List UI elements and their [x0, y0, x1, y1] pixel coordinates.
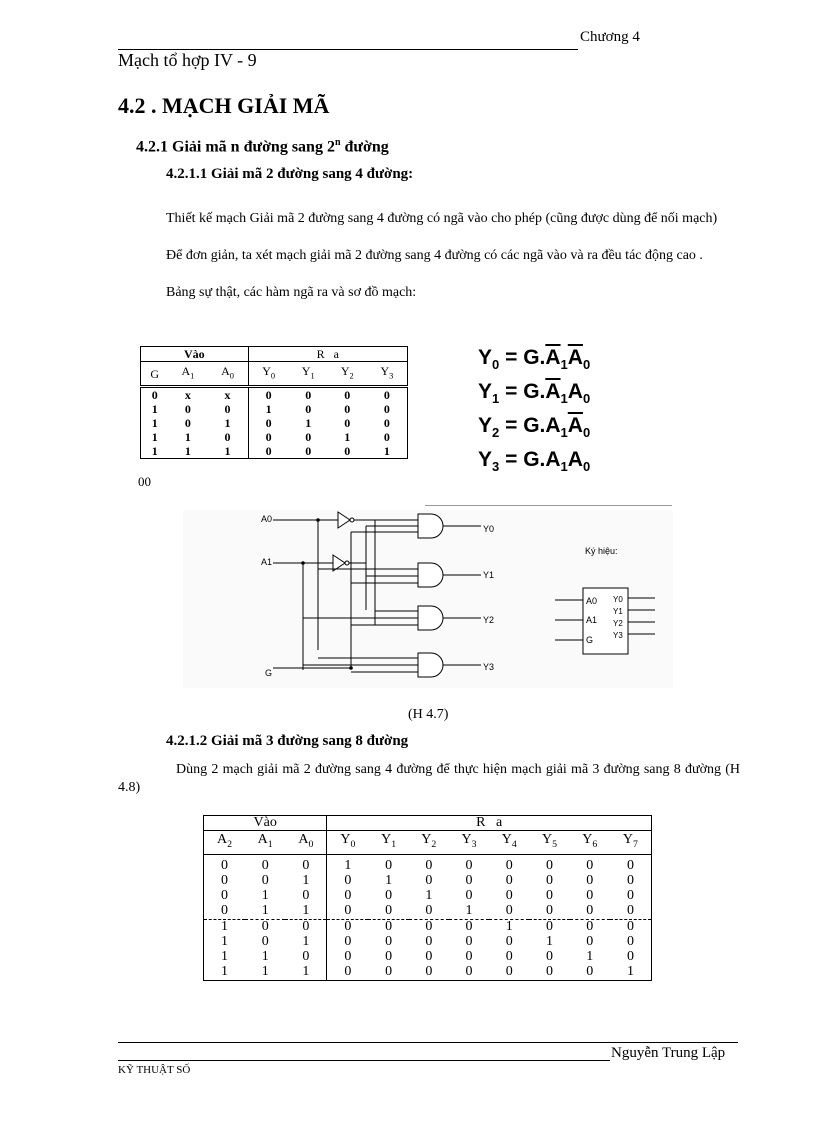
- table-cell: 1: [141, 444, 169, 459]
- column-header: $Y_1$: [368, 831, 408, 855]
- truth-table-3to8: [203, 815, 652, 981]
- symbol-out-y2: Y2: [613, 619, 623, 628]
- paragraph-3-to-8: [118, 761, 740, 797]
- output-y3-label: Y3: [483, 662, 495, 672]
- table-cell: 1: [261, 903, 269, 919]
- table-row: [141, 387, 408, 403]
- table-cell: 0: [285, 854, 327, 874]
- table1-below-label: 00: [138, 474, 151, 489]
- table-cell: 0: [465, 949, 473, 965]
- table-cell: 0: [570, 965, 610, 981]
- table-cell: 0: [285, 889, 327, 904]
- input-a1-label: A1: [261, 557, 273, 567]
- table-cell: 1: [586, 949, 594, 965]
- table-cell: 0: [305, 402, 312, 417]
- table-cell: 1: [285, 874, 327, 889]
- table-cell: 0: [367, 402, 408, 416]
- table-cell: 0: [505, 873, 513, 889]
- column-header: $Y_5$: [529, 831, 569, 855]
- table-cell: 1: [285, 965, 327, 981]
- equation-y1: $Y_1 = G.\overline{A}_1A_0$: [478, 380, 591, 407]
- table-cell: 0: [184, 402, 191, 417]
- table-cell: 0: [367, 430, 408, 444]
- table-cell: 0: [368, 919, 408, 935]
- table-cell: 0: [610, 935, 652, 950]
- table-cell: 1: [245, 965, 285, 981]
- table-cell: 1: [168, 444, 207, 459]
- heading-main: 4.2 . MẠCH GIẢI MÃ: [118, 93, 330, 118]
- table-cell: 0: [610, 874, 652, 889]
- table-cell: 1: [204, 965, 246, 981]
- table-cell: 0: [465, 888, 473, 904]
- table-cell: 0: [385, 858, 393, 874]
- column-header: $A_0$: [207, 362, 248, 387]
- table-cell: 0: [265, 388, 272, 403]
- table-cell: 0: [505, 858, 513, 874]
- symbol-in-a0: A0: [586, 596, 598, 606]
- table-cell: 0: [289, 444, 328, 459]
- table-cell: 0: [465, 858, 473, 874]
- chapter-label: Chương 4: [580, 29, 640, 45]
- table-cell: 1: [285, 935, 327, 950]
- footer-subject: KỸ THUẬT SỐ: [118, 1064, 191, 1076]
- table-cell: 1: [207, 416, 248, 430]
- table-cell: 0: [546, 903, 554, 919]
- footer-author: Nguyễn Trung Lập: [611, 1045, 726, 1061]
- header-rule: [118, 32, 578, 50]
- column-header: G: [141, 362, 169, 387]
- table-cell: 0: [586, 903, 594, 919]
- table-cell: 0: [204, 854, 246, 874]
- column-header: $A_1$: [168, 362, 207, 387]
- table-cell: 0: [344, 388, 351, 403]
- output-y1-label: Y1: [483, 570, 495, 580]
- table-cell: 1: [385, 873, 393, 889]
- table-cell: 0: [367, 416, 408, 430]
- separator-rule: [425, 505, 672, 506]
- column-header: $Y_6$: [570, 831, 610, 855]
- table-cell: 0: [586, 934, 594, 950]
- table-cell: 0: [305, 388, 312, 403]
- table-cell: 0: [610, 950, 652, 965]
- table-cell: 1: [204, 950, 246, 965]
- table-cell: 1: [344, 430, 351, 445]
- column-header: $Y_0$: [248, 362, 289, 387]
- column-header: $Y_0$: [327, 831, 369, 855]
- decoder-circuit: [183, 510, 673, 688]
- table-cell: 0: [207, 430, 248, 444]
- table-cell: 0: [425, 858, 433, 874]
- table-cell: 0: [586, 858, 594, 874]
- table-cell: 1: [261, 949, 269, 965]
- table-cell: 0: [586, 888, 594, 904]
- table-cell: 0: [327, 965, 369, 981]
- table-cell: 0: [344, 402, 351, 417]
- table-cell: 1: [546, 934, 554, 950]
- table-row: [141, 430, 408, 444]
- table-cell: 1: [141, 430, 169, 444]
- table-row: [141, 444, 408, 459]
- table-cell: 0: [367, 387, 408, 403]
- paragraph-2-text: Để đơn giản, ta xét mạch giải mã 2 đường sang 4 đường có các ngã vào và ra đều tác động cao .: [166, 248, 703, 263]
- symbol-title: Ký hiệu:: [585, 546, 618, 556]
- table-cell: 1: [344, 858, 352, 874]
- table-cell: x: [207, 387, 248, 403]
- table-cell: 0: [505, 934, 513, 950]
- equation-y0: $Y_0 = G.\overline{A}_1\overline{A}_0$: [478, 346, 591, 373]
- table-cell: 1: [610, 965, 652, 981]
- table-row: [204, 874, 652, 889]
- table-row: [204, 950, 652, 965]
- table-cell: 0: [141, 387, 169, 403]
- table-cell: 1: [305, 416, 312, 431]
- table-cell: 1: [265, 402, 272, 417]
- paragraph-3: Bảng sự thật, các hàm ngã ra và sơ đồ mạch:: [166, 285, 417, 300]
- equation-y2: $Y_2 = G.A_1\overline{A}_0$: [478, 414, 591, 441]
- table-cell: 0: [344, 934, 352, 950]
- group-header-out: R a: [327, 816, 652, 831]
- table-cell: 0: [610, 854, 652, 874]
- table-cell: 0: [248, 444, 289, 459]
- table-cell: 0: [344, 416, 351, 431]
- table-cell: 0: [409, 965, 449, 981]
- table-cell: 1: [204, 935, 246, 950]
- column-header: $Y_2$: [409, 831, 449, 855]
- table-cell: 0: [409, 919, 449, 935]
- truth-table-2to4: [140, 346, 408, 459]
- symbol-in-a1: A1: [586, 615, 598, 625]
- table-cell: 1: [204, 919, 246, 935]
- table-cell: 0: [570, 919, 610, 935]
- input-a0-label: A0: [261, 514, 273, 524]
- table-row: [141, 416, 408, 430]
- table-cell: 0: [425, 903, 433, 919]
- table-cell: 0: [184, 416, 191, 431]
- heading-421-2: 4.2.1.2 Giải mã 3 đường sang 8 đường: [166, 733, 409, 749]
- heading-sub-post: đường: [340, 138, 389, 156]
- table-cell: 1: [261, 888, 269, 904]
- table-cell: 0: [505, 888, 513, 904]
- column-header: $Y_3$: [449, 831, 489, 855]
- table-cell: 0: [207, 402, 248, 416]
- figure-caption: (H 4.7): [408, 707, 449, 722]
- column-header: $A_0$: [285, 831, 327, 855]
- table-row: [204, 965, 652, 981]
- table-cell: 0: [465, 873, 473, 889]
- table-cell: 0: [344, 903, 352, 919]
- table-cell: 0: [305, 430, 312, 445]
- table-cell: 1: [425, 888, 433, 904]
- table-cell: 0: [204, 874, 246, 889]
- symbol-out-y3: Y3: [613, 631, 623, 640]
- table-cell: 0: [344, 949, 352, 965]
- table-cell: 1: [207, 444, 248, 459]
- table-cell: 0: [529, 965, 569, 981]
- table-cell: 0: [328, 444, 367, 459]
- table-cell: 0: [505, 903, 513, 919]
- heading-421-1: 4.2.1.1 Giải mã 2 đường sang 4 đường:: [166, 166, 414, 182]
- column-header: $Y_1$: [289, 362, 328, 387]
- table-row: [204, 889, 652, 904]
- table-cell: 0: [546, 873, 554, 889]
- table-cell: 0: [385, 903, 393, 919]
- table-cell: 0: [425, 873, 433, 889]
- table-row: [204, 935, 652, 950]
- table-cell: 0: [546, 949, 554, 965]
- table-cell: 1: [184, 430, 191, 445]
- table-cell: 0: [261, 934, 269, 950]
- input-g-label: G: [265, 668, 273, 678]
- table-cell: 1: [465, 903, 473, 919]
- table-cell: 0: [586, 873, 594, 889]
- column-header: $Y_2$: [328, 362, 367, 387]
- output-y0-label: Y0: [483, 524, 495, 534]
- heading-sub-sup: n: [334, 137, 341, 148]
- table-cell: 0: [449, 919, 489, 935]
- column-header: $A_2$: [204, 831, 246, 855]
- table-cell: 0: [368, 965, 408, 981]
- paragraph-2: [118, 247, 740, 265]
- symbol-in-g: G: [586, 635, 594, 645]
- paragraph-1-text: Thiết kế mạch Giải mã 2 đường sang 4 đường có ngã vào cho phép (cũng được dùng để nối mạch): [166, 211, 718, 226]
- paragraph-3-to-8-text: Dùng 2 mạch giải mã 2 đường sang 4 đường để thực hiện mạch giải mã 3 đường sang 8 đường (H 4.8): [118, 762, 740, 795]
- table-cell: 0: [285, 919, 327, 935]
- table-cell: 0: [529, 919, 569, 935]
- table-cell: 0: [204, 889, 246, 904]
- group-header-in: Vào: [141, 347, 249, 362]
- table-cell: 0: [344, 873, 352, 889]
- table-cell: 1: [285, 904, 327, 920]
- table-cell: 0: [610, 889, 652, 904]
- heading-sub: [136, 137, 389, 156]
- heading-sub-pre: 4.2.1 Giải mã n đường sang 2: [136, 138, 335, 156]
- table-cell: 0: [425, 949, 433, 965]
- table-cell: 0: [385, 949, 393, 965]
- table-cell: 1: [489, 919, 529, 935]
- table-cell: 0: [546, 858, 554, 874]
- column-header: $Y_4$: [489, 831, 529, 855]
- table-cell: 0: [546, 888, 554, 904]
- table-cell: 0: [344, 888, 352, 904]
- table-cell: 0: [505, 949, 513, 965]
- symbol-out-y0: Y0: [613, 595, 623, 604]
- table-cell: 0: [204, 904, 246, 920]
- table-cell: 1: [141, 402, 169, 416]
- group-header-out: R a: [248, 347, 407, 362]
- section-title: Mạch tổ hợp IV - 9: [118, 50, 257, 70]
- table-cell: 0: [261, 858, 269, 874]
- symbol-out-y1: Y1: [613, 607, 623, 616]
- output-y2-label: Y2: [483, 615, 495, 625]
- table-row: [141, 402, 408, 416]
- table-cell: 0: [610, 919, 652, 935]
- column-header: $Y_3$: [367, 362, 408, 387]
- table-cell: 1: [367, 444, 408, 459]
- table-cell: 0: [385, 888, 393, 904]
- equation-y3: $Y_3 = G.A_1A_0$: [478, 448, 591, 475]
- table-cell: 0: [385, 934, 393, 950]
- column-header: $Y_7$: [610, 831, 652, 855]
- table-cell: 0: [261, 873, 269, 889]
- table-cell: 0: [449, 965, 489, 981]
- table-cell: x: [184, 388, 191, 403]
- table-row: [204, 919, 652, 935]
- table-cell: 0: [465, 934, 473, 950]
- table-cell: 0: [265, 430, 272, 445]
- table-cell: 0: [285, 950, 327, 965]
- column-header: $A_1$: [245, 831, 285, 855]
- group-header-in: Vào: [204, 816, 327, 831]
- table-cell: 0: [265, 416, 272, 431]
- footer-rule-top: [118, 1042, 738, 1043]
- footer-rule: [118, 1044, 610, 1061]
- table-cell: 0: [610, 904, 652, 920]
- table-cell: 0: [245, 919, 285, 935]
- table-cell: 0: [327, 919, 369, 935]
- paragraph-1: [118, 210, 740, 228]
- table-cell: 0: [489, 965, 529, 981]
- table-row: [204, 904, 652, 920]
- table-cell: 1: [141, 416, 169, 430]
- table-cell: 0: [425, 934, 433, 950]
- table-row: [204, 854, 652, 874]
